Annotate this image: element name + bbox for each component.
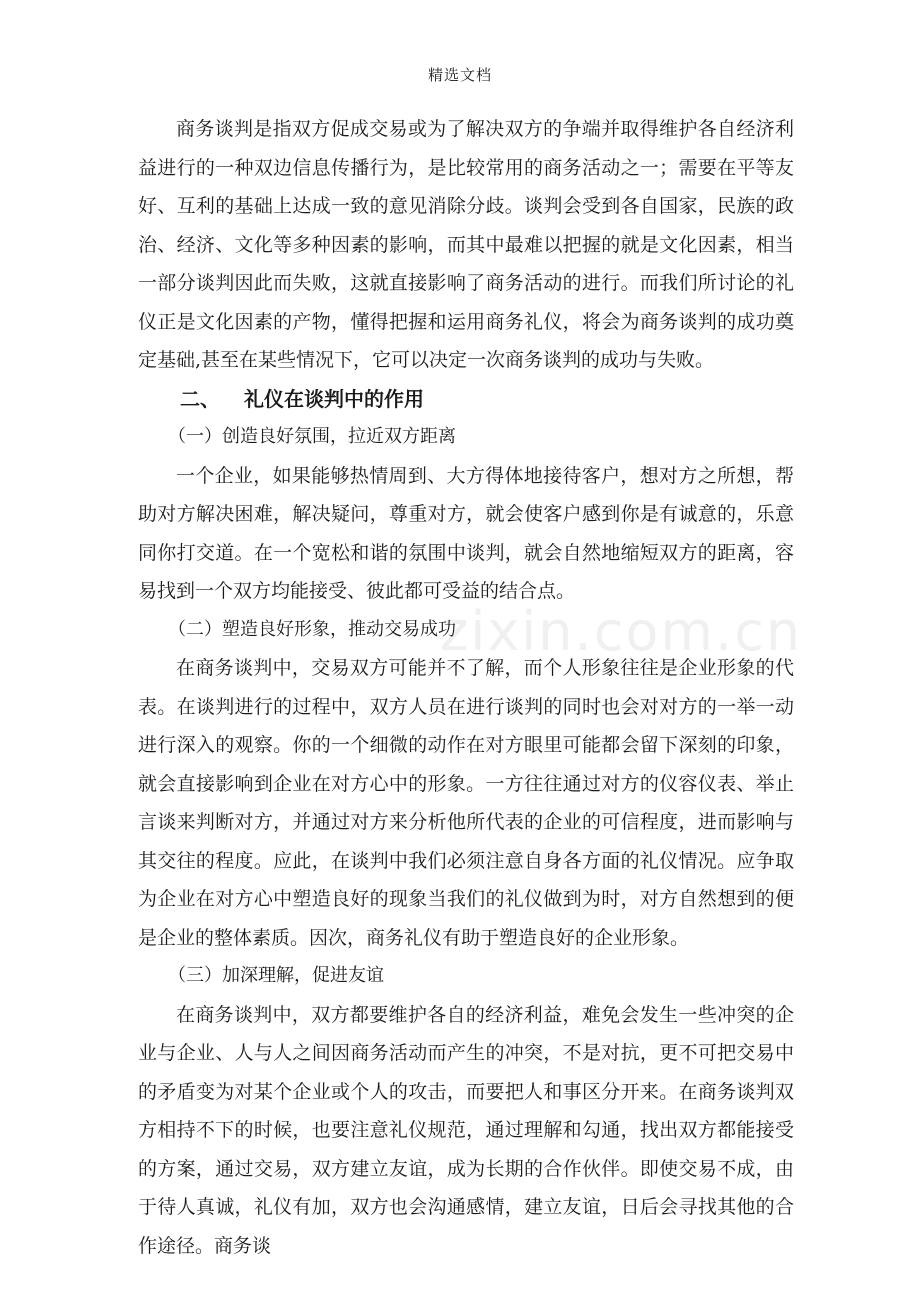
document-body	[138, 110, 794, 1265]
intro-paragraph: 商务谈判是指双方促成交易或为了解决双方的争端并取得维护各自经济利益进行的一种双边信息传播行为，是比较常用的商务活动之一；需要在平等友好、互利的基础上达成一致的意见消除分歧。谈判会受到各自国家，民族的政治、经济、文化等多种因素的影响，而其中最难以把握的就是文化因素，相当一部分谈判因此而失败，这就直接影响了商务活动的进行。而我们所讨论的礼仪正是文化因素的产物，懂得把握和运用商务礼仪，将会为商务谈判的成功奠定基础,甚至在某些情况下，它可以决定一次商务谈判的成功与失败。	[138, 118, 794, 371]
section-heading	[138, 380, 794, 419]
subheading-1: （一）创造良好氛围，拉近双方距离	[168, 426, 456, 447]
paragraph-1: 一个企业，如果能够热情周到、大方得体地接待客户，想对方之所想，帮助对方解决困难，解决疑问，尊重对方，就会使客户感到你是有诚意的，乐意同你打交道。在一个宽松和谐的氛围中谈判，就会自然地缩短双方的距离，容易找到一个双方均能接受、彼此都可受益的结合点。	[138, 464, 794, 602]
watermark: zixin.com.cn	[440, 600, 803, 663]
paragraph-2: 在商务谈判中，交易双方可能并不了解，而个人形象往往是企业形象的代表。在谈判进行的过程中，双方人员在进行谈判的同时也会对对方的一举一动进行深入的观察。你的一个细微的动作在对方眼里可能都会留下深刻的印象，就会直接影响到企业在对方心中的形象。一方往往通过对方的仪容仪表、举止言谈来判断对方，并通过对方来分析他所代表的企业的可信程度，进而影响与其交往的程度。应此，在谈判中我们必须注意自身各方面的礼仪情况。应争取为企业在对方心中塑造良好的现象当我们的礼仪做到为时，对方自然想到的便是企业的整体素质。因次，商务礼仪有助于塑造良好的企业形象。	[138, 657, 794, 949]
paragraph-3: 在商务谈判中，双方都要维护各自的经济利益，难免会发生一些冲突的企业与企业、人与人之间因商务活动而产生的冲突，不是对抗，更不可把交易中的矛盾变为对某个企业或个人的攻击，而要把人和事区分开来。在商务谈判双方相持不下的时候，也要注意礼仪规范，通过理解和勾通，找出双方都能接受的方案，通过交易，双方建立友谊，成为长期的合作伙伴。即使交易不成，由于待人真诚，礼仪有加，双方也会沟通感情，建立友谊，日后会寻找其他的合作途径。商务谈	[138, 1003, 794, 1257]
section-title: 礼仪在谈判中的作用	[244, 386, 424, 411]
page-header: 精选文档	[427, 66, 492, 84]
subheading-3: （三）加深理解，促进友谊	[168, 965, 384, 986]
section-number: 二、	[180, 386, 220, 411]
subheading-2: （二）塑造良好形象，推动交易成功	[168, 618, 456, 640]
